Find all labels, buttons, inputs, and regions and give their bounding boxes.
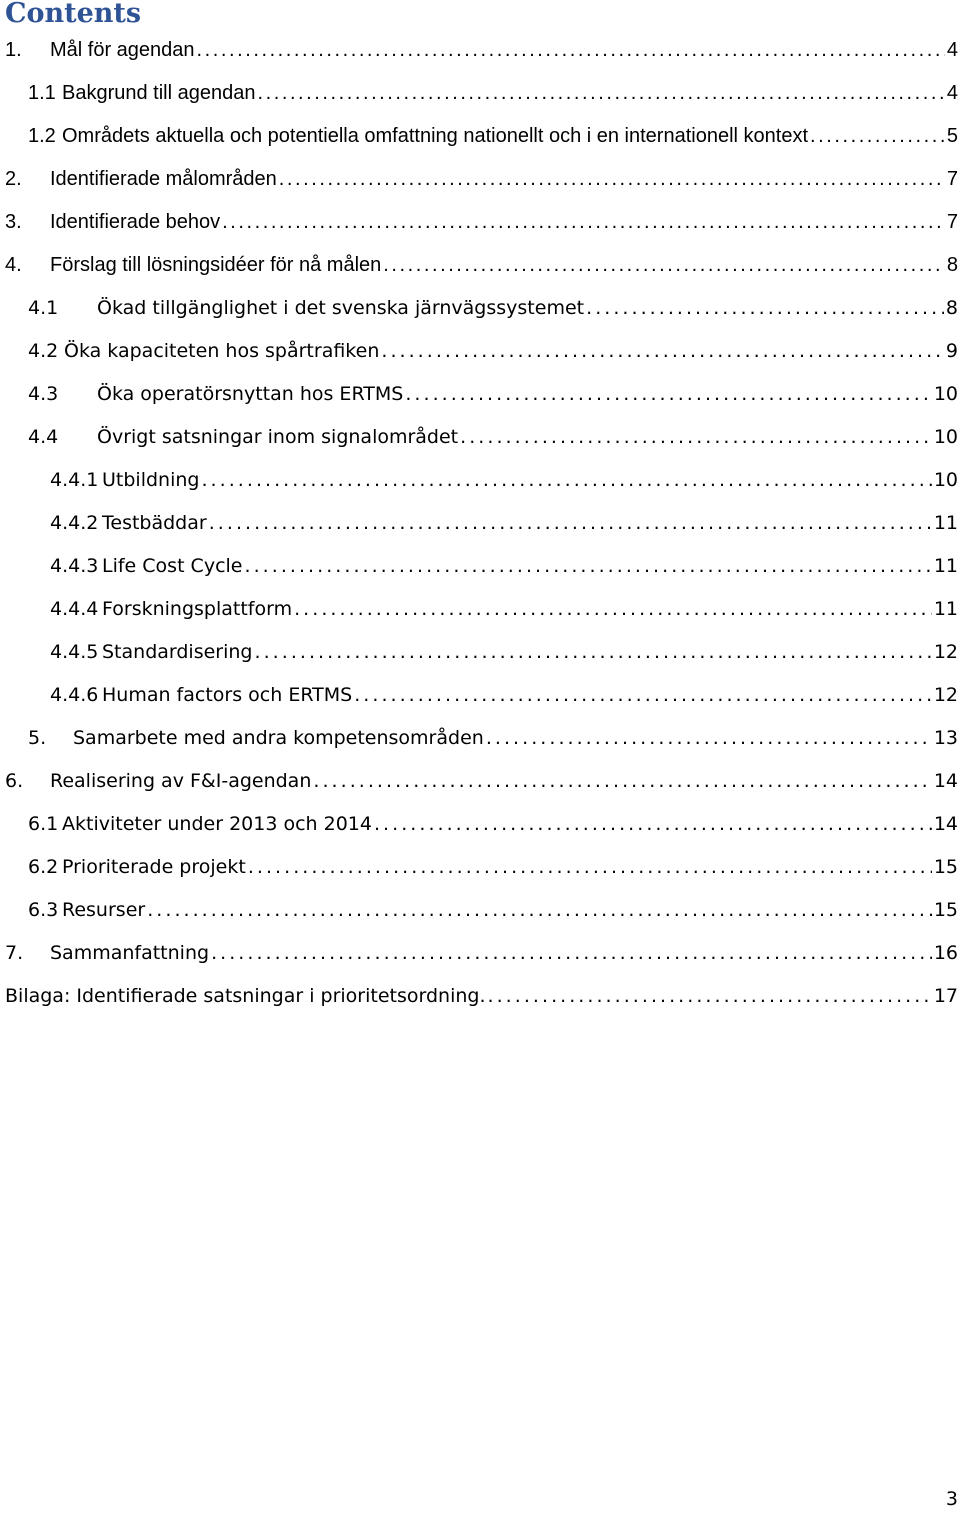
toc-entry-number: 4.4.1 [50,469,99,491]
toc-entry-page: 4 [946,82,958,104]
toc-entry-title: Bakgrund till agendan [62,82,256,104]
page-title: Contents [5,0,142,29]
toc-entry-number: 4.2 [28,340,59,362]
toc-entry-title: Bilaga: Identifierade satsningar i prioritetsordning. [5,985,486,1007]
toc-entry[interactable] [28,717,958,760]
toc-entry-title: Aktiviteter under 2013 och 2014 [62,813,372,835]
toc-entry-number: 4.4.3 [50,555,99,577]
toc-dot-leader [257,72,944,115]
toc-entry-title: Human factors och ERTMS [102,684,353,706]
toc-entry-title: Samarbete med andra kompetensområden [73,727,484,749]
toc-entry-title: Testbäddar [102,512,207,534]
toc-dot-leader [383,244,945,287]
toc-entry-title: Öka kapaciteten hos spårtrafiken [64,340,380,362]
toc-entry-page: 16 [933,942,958,964]
toc-entry[interactable] [28,287,958,330]
toc-dot-leader [245,545,932,588]
toc-entry[interactable] [50,545,958,588]
toc-entry[interactable] [5,244,958,287]
toc-entry-number: 1.2 [28,125,56,147]
toc-dot-leader [248,846,932,889]
toc-dot-leader [381,330,944,373]
toc-entry[interactable] [5,201,958,244]
toc-entry-page: 10 [933,426,958,448]
toc-dot-leader [255,631,932,674]
toc-dot-leader [201,459,931,502]
toc-entry-title: Forskningsplattform [102,598,293,620]
toc-entry[interactable] [50,631,958,674]
toc-entry[interactable] [28,803,958,846]
toc-entry[interactable] [5,975,958,1018]
toc-entry-page: 8 [946,254,958,276]
toc-entry-page: 11 [933,598,958,620]
toc-entry-page: 4 [946,39,958,61]
toc-dot-leader [354,674,932,717]
toc-entry-page: 15 [933,899,958,921]
toc-entry-number: 4.4.2 [50,512,99,534]
toc-entry[interactable] [28,889,958,932]
toc-entry-number: 4.4.6 [50,684,99,706]
toc-dot-leader [810,115,945,158]
toc-dot-leader [147,889,932,932]
toc-entry-number: 3. [5,211,22,233]
toc-entry[interactable] [5,932,958,975]
toc-dot-leader [294,588,932,631]
toc-entry[interactable] [50,459,958,502]
toc-entry-number: 4. [5,254,22,276]
toc-entry-page: 7 [946,168,958,190]
toc-dot-leader [405,373,931,416]
toc-entry-number: 4.4.4 [50,598,99,620]
toc-entry[interactable] [28,115,958,158]
toc-entry[interactable] [5,158,958,201]
toc-dot-leader [279,158,945,201]
toc-entry-page: 15 [933,856,958,878]
toc-dot-leader [486,717,932,760]
toc-entry[interactable] [5,29,958,72]
toc-dot-leader [586,287,944,330]
toc-entry-title: Utbildning [102,469,200,491]
toc-entry-page: 10 [933,469,958,491]
toc-entry-page: 14 [933,813,958,835]
toc-entry-number: 1.1 [28,82,56,104]
toc-entry-number: 4.4 [28,426,59,448]
toc-dot-leader [374,803,932,846]
toc-entry-page: 11 [933,555,958,577]
toc-entry-number: 4.1 [28,297,59,319]
toc-entry-page: 11 [933,512,958,534]
toc-entry[interactable] [5,760,958,803]
toc-entry-number: 7. [5,942,24,964]
toc-entry-title: Standardisering [102,641,253,663]
toc-dot-leader [313,760,931,803]
toc-entry-title: Mål för agendan [50,39,195,61]
toc-entry[interactable] [50,502,958,545]
toc-entry[interactable] [28,373,958,416]
toc-entry-number: 1. [5,39,22,61]
toc-entry-title: Identifierade behov [50,211,221,233]
toc-entry-title: Ökad tillgänglighet i det svenska järnvägssystemet [97,297,585,319]
toc-dot-leader [460,416,932,459]
toc-entry-page: 12 [933,684,958,706]
toc-entry-page: 8 [945,297,958,319]
toc-entry-title: Förslag till lösningsidéer för nå målen [50,254,382,276]
toc-entry[interactable] [28,846,958,889]
toc-entry[interactable] [28,72,958,115]
toc-entry-title: Områdets aktuella och potentiella omfattning nationellt och i en internationell kontext [62,125,809,147]
toc-entry-page: 5 [946,125,958,147]
toc-entry-title: Övrigt satsningar inom signalområdet [97,426,459,448]
toc-entry-title: Sammanfattning [50,942,210,964]
toc-entry-number: 4.3 [28,383,59,405]
toc-entry-page: 7 [946,211,958,233]
toc-entry-title: Life Cost Cycle [102,555,243,577]
toc-dot-leader [222,201,945,244]
toc-entry[interactable] [28,416,958,459]
toc-entry-number: 6.2 [28,856,59,878]
toc-dot-leader [209,502,932,545]
toc-entry-title: Öka operatörsnyttan hos ERTMS [97,383,404,405]
toc-entry-page: 12 [933,641,958,663]
toc-dot-leader [211,932,932,975]
toc-entry-title: Prioriterade projekt [62,856,246,878]
toc-entry-page: 9 [945,340,958,362]
toc-entry-number: 6. [5,770,24,792]
toc-entry-title: Realisering av F&I-agendan [50,770,312,792]
toc-entry-number: 5. [28,727,47,749]
toc-entry-title: Resurser [62,899,146,921]
toc-entry-number: 6.3 [28,899,59,921]
toc-entry-title: Identifierade målområden [50,168,277,190]
toc-entry-number: 6.1 [28,813,59,835]
toc-entry[interactable] [50,588,958,631]
page-number: 3 [945,1488,958,1510]
toc-dot-leader [197,29,945,72]
toc-entry-page: 14 [933,770,958,792]
toc-entry[interactable] [50,674,958,717]
toc-entry-page: 17 [933,985,958,1007]
toc-entry-number: 4.4.5 [50,641,99,663]
toc-entry-number: 2. [5,168,22,190]
toc-entry-page: 10 [933,383,958,405]
toc-dot-leader [488,975,932,1018]
toc-entry[interactable] [28,330,958,373]
toc-entry-page: 13 [933,727,958,749]
